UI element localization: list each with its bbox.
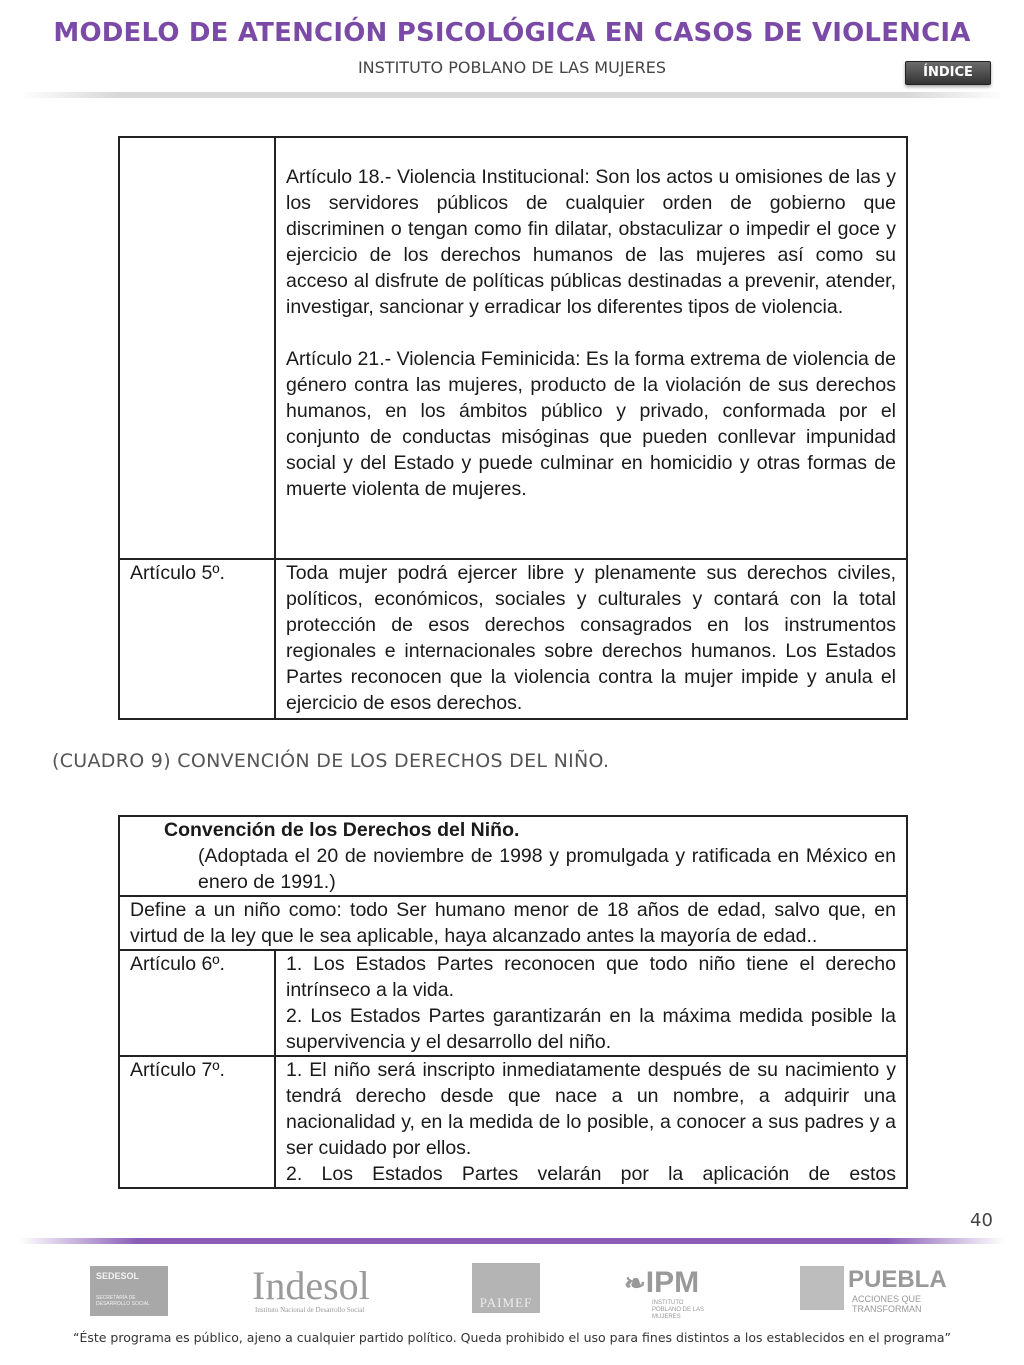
document-title: MODELO DE ATENCIÓN PSICOLÓGICA EN CASOS DE VIOLENCIA [53, 18, 971, 48]
table-row [119, 950, 907, 1056]
ipm-flame-icon: ❧ [624, 1268, 646, 1298]
ipm-logo-text: IPM [645, 1266, 700, 1299]
indesol-logo-subtext: Instituto Nacional de Desarrollo Social [255, 1306, 365, 1314]
puebla-logo-text: PUEBLA [848, 1266, 947, 1293]
article-7-point-2: 2. Los Estados Partes velarán por la aplicación de estos [286, 1163, 896, 1185]
article-6-point-1: 1. Los Estados Partes reconocen que todo niño tiene el derecho intrínseco a la vida. [286, 953, 896, 1001]
article-6-point-2: 2. Los Estados Partes garantizarán en la máxima medida posible la supervivencia y el desarrollo del niño. [286, 1005, 896, 1053]
article-7-label: Artículo 7º. [119, 1056, 275, 1188]
ipm-logo-subtext: INSTITUTO POBLANO DE LAS MUJERES [652, 1300, 705, 1320]
paimef-logo: PAIMEF [472, 1263, 540, 1313]
legal-articles-table [118, 136, 908, 720]
child-definition: Define a un niño como: todo Ser humano menor de 18 años de edad, salvo que, en virtud de la ley que le sea aplicable, haya alcanzado antes la mayoría de edad.. [119, 896, 907, 950]
sedesol-logo [90, 1266, 168, 1316]
indice-button[interactable]: ÍNDICE [905, 61, 991, 85]
ipm-logo [624, 1266, 699, 1300]
table-row [119, 1056, 907, 1188]
article-5-label: Artículo 5º. [119, 559, 275, 719]
table-row [119, 559, 907, 719]
article-18-text: Artículo 18.- Violencia Institucional: Son los actos u omisiones de las y los servidores públicos de cualquier orden de gobierno que discriminen o tengan como fin dilatar, obstaculizar o impedir el goce y ejercicio de los derechos humanos de las mujeres así como su acceso al disfrute de políticas públicas destinadas a prevenir, atender, investigar, sancionar y erradicar los diferentes tipos de violencia. [286, 166, 896, 318]
table-row [119, 816, 907, 896]
puebla-logo-subtext: ACCIONES QUE TRANSFORMAN [852, 1294, 922, 1314]
institution-subtitle: INSTITUTO POBLANO DE LAS MUJERES [357, 58, 667, 77]
article-cell [275, 137, 907, 559]
sedesol-logo-subtext: SECRETARÍA DE DESARROLLO SOCIAL [96, 1295, 150, 1307]
sedesol-logo-text: SEDESOL [96, 1271, 140, 1281]
row-label-empty [119, 137, 275, 559]
table-row [119, 137, 907, 559]
childrens-rights-table [118, 815, 908, 1189]
table-row [119, 896, 907, 950]
convention-header-cell [119, 816, 907, 896]
footer-divider [20, 1238, 1004, 1244]
header-divider [20, 92, 1004, 98]
footer-disclaimer: “Éste programa es público, ajeno a cualquier partido político. Queda prohibido el uso para fines distintos a los establecidos en el programa” [72, 1330, 952, 1345]
article-7-point-1: 1. El niño será inscripto inmediatamente después de su nacimiento y tendrá derecho desde que nace a un nombre, a adquirir una nacionalidad y, en la medida de lo posible, a conocer a sus padres y a ser cuidado por ellos. [286, 1059, 896, 1159]
puebla-emblem-icon [800, 1266, 844, 1310]
article-6-label: Artículo 6º. [119, 950, 275, 1056]
page-number: 40 [970, 1210, 993, 1231]
article-7-cell [275, 1056, 907, 1188]
article-6-cell [275, 950, 907, 1056]
article-5-text: Toda mujer podrá ejercer libre y plenamente sus derechos civiles, políticos, económicos, sociales y culturales y contará con la total protección de esos derechos consagrados en los instrumentos regionales e internacionales sobre derechos humanos. Los Estados Partes reconocen que la violencia contra la mujer impide y anula el ejercicio de esos derechos. [275, 559, 907, 719]
convention-adoption-note: (Adoptada el 20 de noviembre de 1998 y promulgada y ratificada en México en enero de 1991.) [198, 845, 896, 893]
table-caption: (CUADRO 9) CONVENCIÓN DE LOS DERECHOS DEL NIÑO. [52, 750, 610, 772]
indesol-logo: Indesol [252, 1263, 370, 1308]
convention-title: Convención de los Derechos del Niño. [164, 819, 520, 841]
article-21-text: Artículo 21.- Violencia Feminicida: Es la forma extrema de violencia de género contra las mujeres, producto de la violación de sus derechos humanos, en los ámbitos público y privado, conformada por el conjunto de conductas misóginas que pueden conllevar impunidad social y del Estado y puede culminar en homicidio y otras formas de muerte violenta de mujeres. [286, 348, 896, 500]
